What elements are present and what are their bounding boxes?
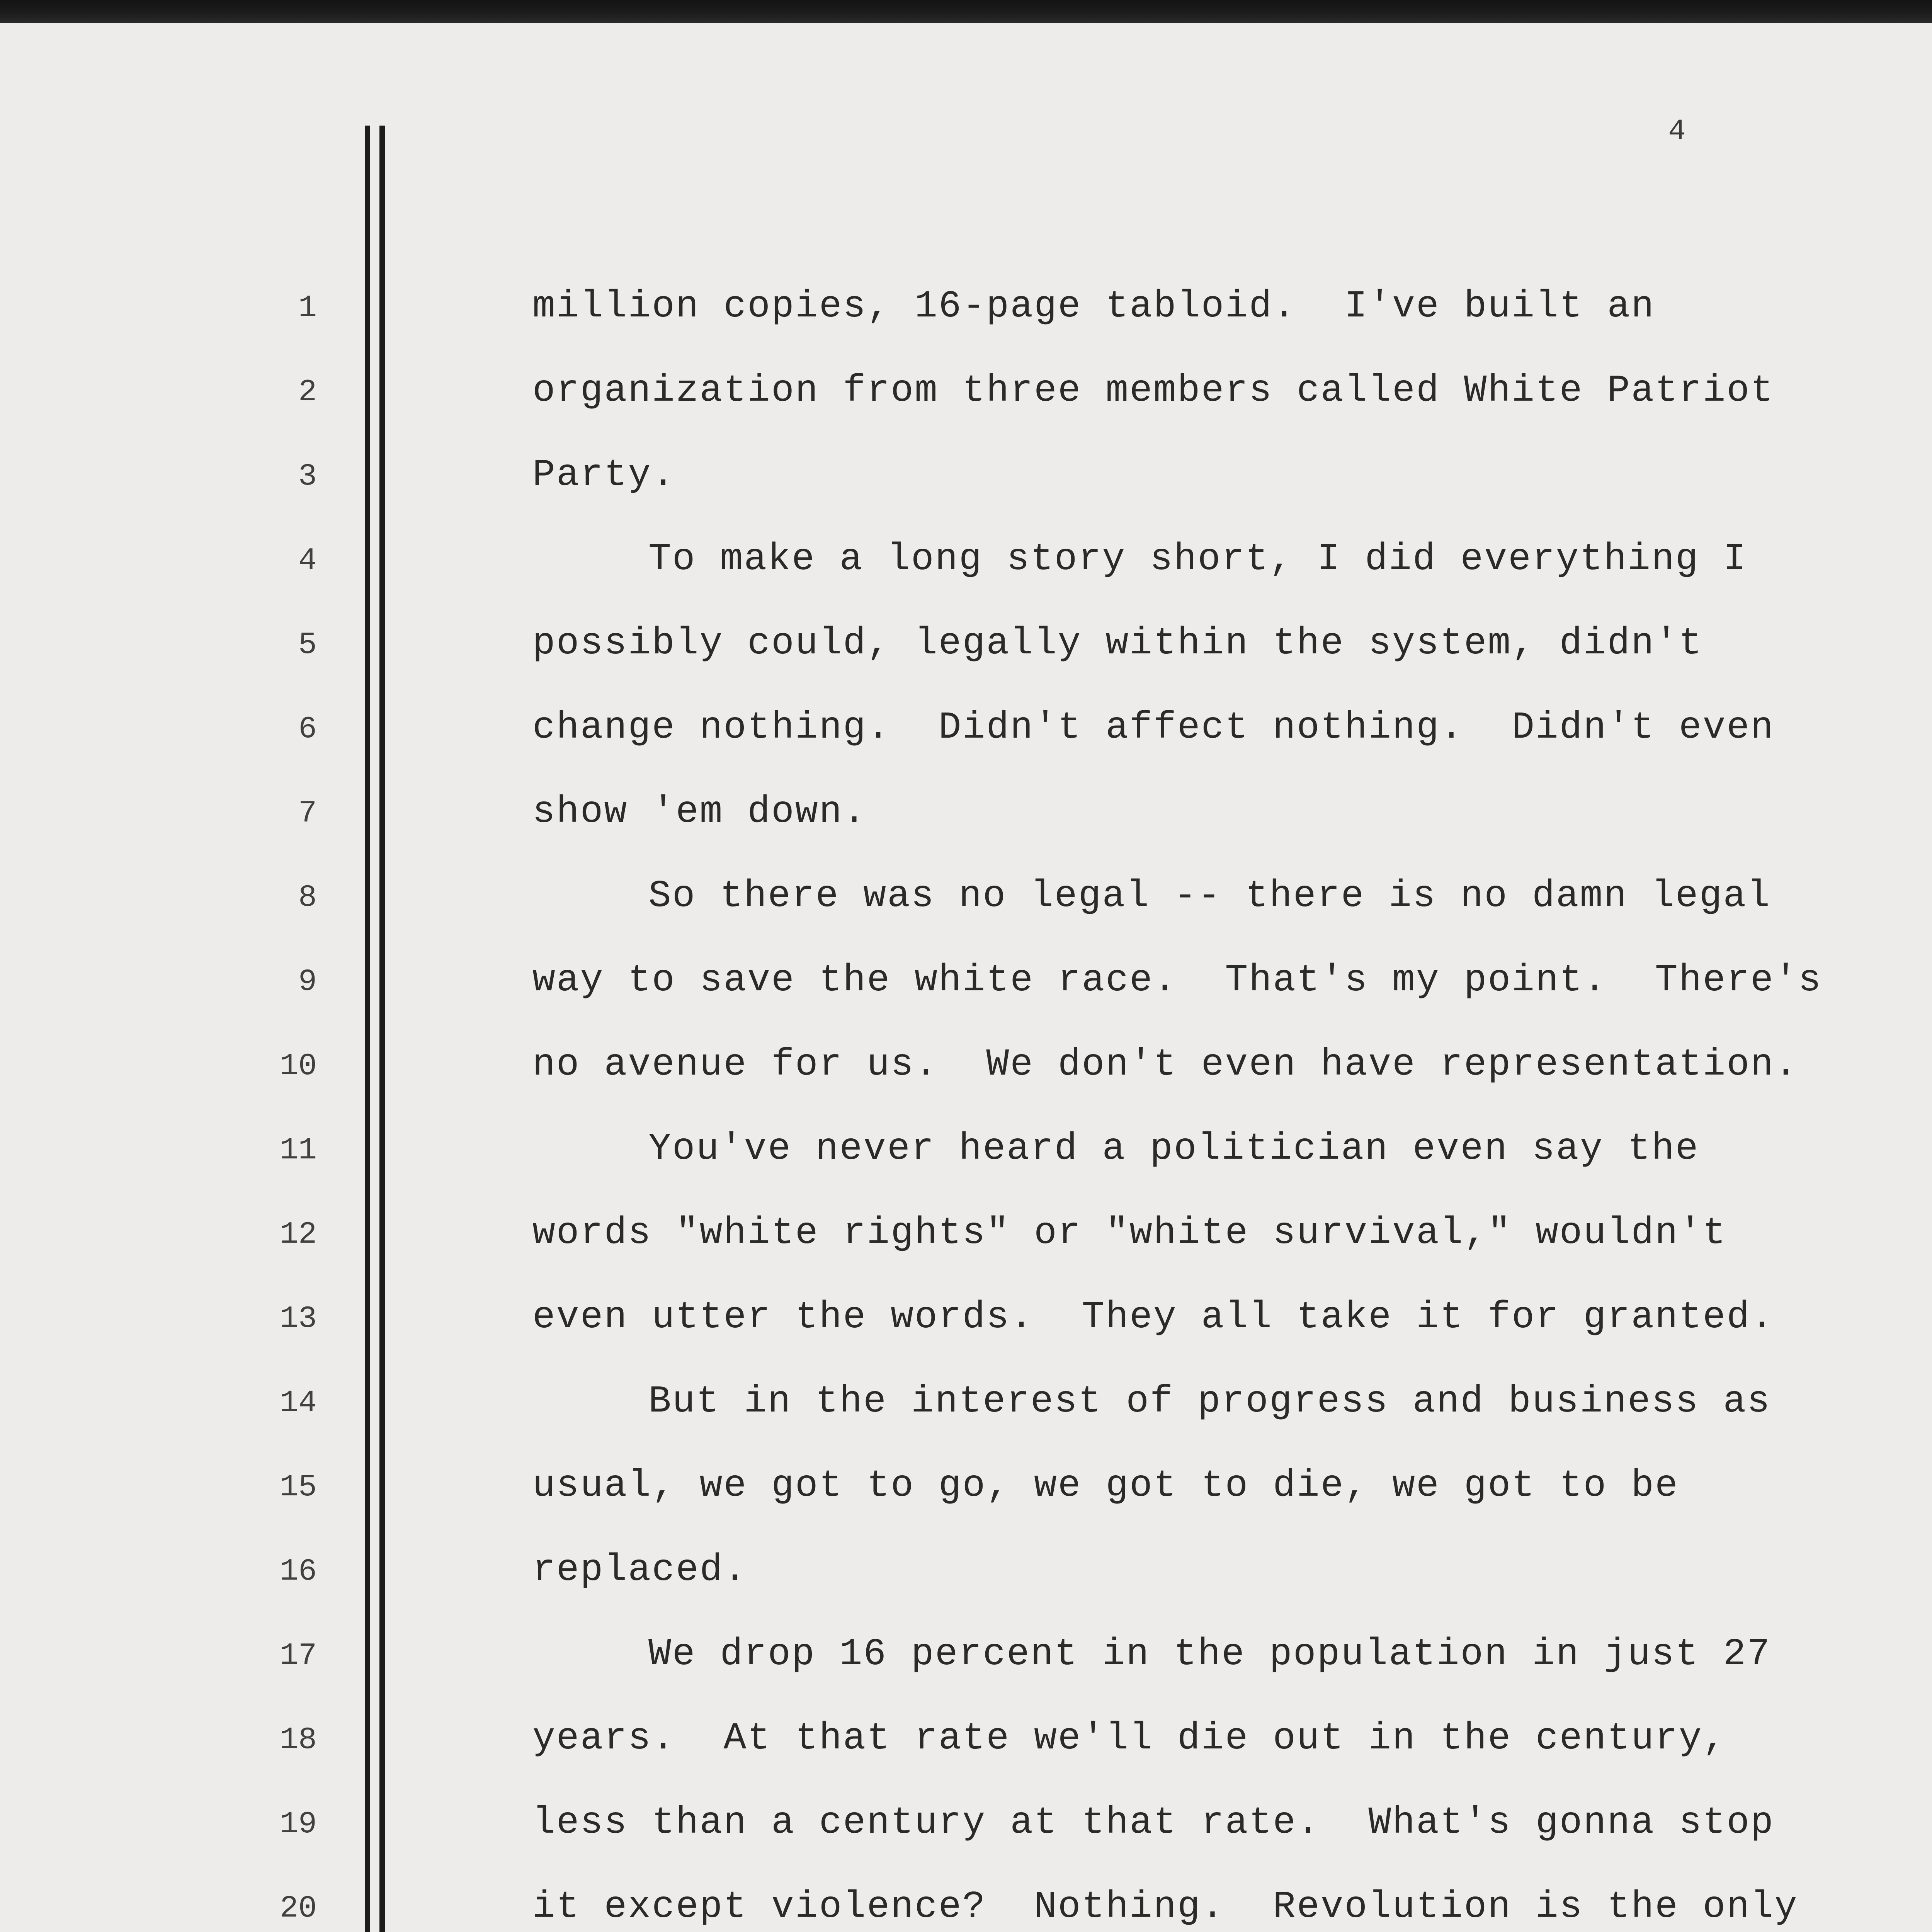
transcript-line <box>0 1801 1932 1889</box>
transcript-line <box>0 454 1932 542</box>
transcript-line <box>0 959 1932 1047</box>
transcript-line <box>0 1212 1932 1300</box>
line-number: 15 <box>279 1470 317 1505</box>
line-text: But in the interest of progress and business as <box>648 1380 1771 1423</box>
line-number: 20 <box>279 1891 317 1926</box>
line-number: 5 <box>298 628 317 663</box>
transcript-line <box>0 1886 1932 1932</box>
line-number: 13 <box>279 1301 317 1337</box>
line-number: 19 <box>279 1807 317 1842</box>
transcript-line <box>0 875 1932 963</box>
line-text: Party. <box>532 454 676 497</box>
transcript-line <box>0 1549 1932 1637</box>
line-number: 18 <box>279 1723 317 1758</box>
line-text: words "white rights" or "white survival," wouldn't <box>532 1212 1727 1255</box>
line-text: show 'em down. <box>532 791 867 833</box>
transcript-line <box>0 1296 1932 1384</box>
line-number: 14 <box>279 1386 317 1421</box>
line-number: 8 <box>298 880 317 915</box>
transcript-line <box>0 622 1932 710</box>
line-text: years. At that rate we'll die out in the century, <box>532 1717 1727 1760</box>
transcript-line <box>0 706 1932 794</box>
line-text: no avenue for us. We don't even have representation. <box>532 1043 1798 1086</box>
line-text: way to save the white race. That's my point. There's <box>532 959 1822 1002</box>
transcript-line <box>0 1717 1932 1805</box>
line-number: 3 <box>298 459 317 494</box>
line-number: 4 <box>298 543 317 578</box>
line-text: it except violence? Nothing. Revolution is the only <box>532 1886 1798 1929</box>
line-text: You've never heard a politician even say the <box>648 1128 1699 1170</box>
line-number: 11 <box>279 1133 317 1168</box>
transcript-line <box>0 1464 1932 1553</box>
transcript-line <box>0 1128 1932 1216</box>
line-text: To make a long story short, I did everything I <box>648 538 1747 581</box>
line-number: 16 <box>279 1554 317 1589</box>
transcript-line <box>0 369 1932 457</box>
page-number: 4 <box>1668 115 1686 148</box>
line-number: 7 <box>298 796 317 831</box>
line-number: 6 <box>298 712 317 747</box>
line-text: less than a century at that rate. What's gonna stop <box>532 1801 1775 1844</box>
scan-border <box>0 0 1932 23</box>
line-text: So there was no legal -- there is no damn legal <box>648 875 1771 918</box>
line-number: 17 <box>279 1638 317 1673</box>
transcript-line <box>0 791 1932 879</box>
line-text: million copies, 16-page tabloid. I've built an <box>532 285 1655 328</box>
line-number: 2 <box>298 375 317 410</box>
line-number: 12 <box>279 1217 317 1252</box>
line-text: replaced. <box>532 1549 748 1592</box>
line-number: 10 <box>279 1049 317 1084</box>
transcript-line <box>0 1043 1932 1131</box>
line-text: possibly could, legally within the system, didn't <box>532 622 1703 665</box>
transcript-line <box>0 1380 1932 1468</box>
transcript-line <box>0 538 1932 626</box>
line-text: organization from three members called White Patriot <box>532 369 1775 412</box>
line-text: change nothing. Didn't affect nothing. Didn't even <box>532 706 1775 749</box>
transcript-line <box>0 285 1932 373</box>
line-number: 1 <box>298 291 317 326</box>
line-number: 9 <box>298 964 317 1000</box>
line-text: usual, we got to go, we got to die, we got to be <box>532 1464 1679 1507</box>
transcript-line <box>0 1633 1932 1721</box>
line-text: even utter the words. They all take it for granted. <box>532 1296 1775 1339</box>
line-text: We drop 16 percent in the population in just 27 <box>648 1633 1771 1676</box>
